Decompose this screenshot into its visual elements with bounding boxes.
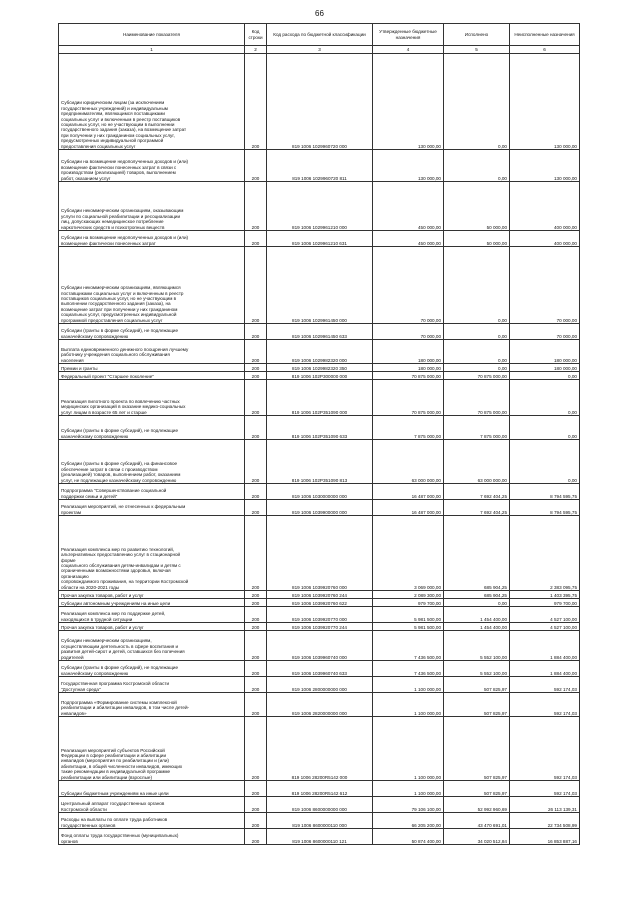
- executed-amount: 0,00: [444, 54, 510, 150]
- indicator-name: Субсидии юридическим лицам (за исключением государственных учреждений) и индивидуальным предпринимателям, являющимся поставщиками социальных услуг и включенным в реестр поставщиков социальных услуг, но не участвующим в выполнении государственного задания (заказа), на возмещение затрат при получении у них гражданином социальных услуг, предусмотренных индивидуальной программой предоставления социальных услуг: [59, 54, 245, 150]
- line-code: 200: [245, 247, 267, 324]
- column-number: 2: [245, 46, 267, 54]
- table-row: [59, 500, 580, 516]
- unexecuted-amount: 1 403 395,75: [510, 591, 580, 599]
- unexecuted-amount: 0,00: [510, 416, 580, 440]
- indicator-name: Фонд оплаты труда государственных (муниципальных) органов: [59, 829, 245, 845]
- line-code: 200: [245, 599, 267, 607]
- table-row: [59, 829, 580, 845]
- indicator-name: Субсидии (гранты в форме субсидий), не подлежащие казначейскому сопровождению: [59, 416, 245, 440]
- executed-amount: 1 454 400,00: [444, 623, 510, 631]
- unexecuted-amount: 4 527 100,00: [510, 607, 580, 623]
- table-row: [59, 372, 580, 380]
- column-number: 6: [510, 46, 580, 54]
- unexecuted-amount: 592 174,03: [510, 677, 580, 693]
- indicator-name: Подпрограмма «Формирование системы комплексной реабилитации и абилитации инвалидов, в том числе детей- инвалидов»: [59, 693, 245, 717]
- line-code: 200: [245, 591, 267, 599]
- executed-amount: 507 825,97: [444, 677, 510, 693]
- column-header: Наименование показателя: [59, 24, 245, 46]
- column-number: 3: [267, 46, 373, 54]
- executed-amount: 507 825,97: [444, 693, 510, 717]
- indicator-name: Субсидии некоммерческим организациям, оказывающим услуги по социальной реабилитации и ресоциализации лиц, допускающих немедицинское потребление наркотических средств и психотропных веществ: [59, 182, 245, 231]
- indicator-name: Премии и гранты: [59, 364, 245, 372]
- unexecuted-amount: 70 000,00: [510, 324, 580, 340]
- unexecuted-amount: 2 383 095,75: [510, 516, 580, 591]
- budget-code: 819 1006 1029961450 633: [267, 324, 373, 340]
- executed-amount: 52 992 960,69: [444, 797, 510, 813]
- budget-code: 819 1006 1029961210 000: [267, 182, 373, 231]
- indicator-name: Реализация пилотного проекта по вовлечению частных медицинских организаций в оказание медико-социальных услуг лицам в возрасте 65 лет и старше: [59, 380, 245, 416]
- line-code: 200: [245, 693, 267, 717]
- executed-amount: 507 825,97: [444, 781, 510, 797]
- indicator-name: Субсидии (гранты в форме субсидий), не подлежащие казначейскому сопровождению: [59, 324, 245, 340]
- unexecuted-amount: 26 113 139,31: [510, 797, 580, 813]
- unexecuted-amount: 592 174,03: [510, 781, 580, 797]
- indicator-name: Подпрограмма "Совершенствование социальной поддержки семьи и детей": [59, 484, 245, 500]
- budget-code: 819 1006 1030000000 000: [267, 484, 373, 500]
- table-row: [59, 340, 580, 364]
- executed-amount: 0,00: [444, 150, 510, 182]
- executed-amount: 7 692 404,25: [444, 500, 510, 516]
- table-row: [59, 631, 580, 661]
- indicator-name: Реализация комплекса мер по поддержке детей, находящихся в трудной ситуации: [59, 607, 245, 623]
- budget-code: 819 1006 102Р300000 000: [267, 372, 373, 380]
- budget-code: 819 1006 102Р351090 000: [267, 380, 373, 416]
- executed-amount: 70 875 000,00: [444, 372, 510, 380]
- unexecuted-amount: 130 000,00: [510, 150, 580, 182]
- indicator-name: Субсидии (гранты в форме субсидий), не подлежащие казначейскому сопровождению: [59, 661, 245, 677]
- indicator-name: Реализация мероприятий субъектов Российской Федерации в сфере реабилитации и абилитации инвалидов (мероприятия по реабилитации и (или) абилитации, в общей численности инвалидов, имеющих такие рекомендации в индивидуальной программе реабилитации или абилитации (взрослые): [59, 717, 245, 781]
- executed-amount: 7 875 000,00: [444, 416, 510, 440]
- table-row: [59, 677, 580, 693]
- approved-amount: 16 487 000,00: [373, 500, 444, 516]
- unexecuted-amount: 16 853 887,16: [510, 829, 580, 845]
- table-row: [59, 781, 580, 797]
- indicator-name: Субсидии бюджетным учреждениям на иные цели: [59, 781, 245, 797]
- approved-amount: 7 436 500,00: [373, 631, 444, 661]
- table-row: [59, 54, 580, 150]
- executed-amount: 0,00: [444, 324, 510, 340]
- executed-amount: 0,00: [444, 340, 510, 364]
- table-row: [59, 623, 580, 631]
- indicator-name: Государственная программа Костромской области "Доступная среда": [59, 677, 245, 693]
- line-code: 200: [245, 340, 267, 364]
- indicator-name: Выплата единовременного денежного поощрения лучшему работнику учреждения социального обслуживания населения: [59, 340, 245, 364]
- column-header: Исполнено: [444, 24, 510, 46]
- line-code: 200: [245, 813, 267, 829]
- executed-amount: 5 552 100,00: [444, 631, 510, 661]
- indicator-name: Расходы на выплаты по оплате труда работников государственных органов: [59, 813, 245, 829]
- line-code: 200: [245, 717, 267, 781]
- budget-code: 819 1006 102Р351090 633: [267, 416, 373, 440]
- unexecuted-amount: 22 734 508,99: [510, 813, 580, 829]
- executed-amount: 5 552 100,00: [444, 661, 510, 677]
- approved-amount: 7 436 500,00: [373, 661, 444, 677]
- executed-amount: 7 692 404,25: [444, 484, 510, 500]
- executed-amount: 70 875 000,00: [444, 380, 510, 416]
- table-row: [59, 416, 580, 440]
- approved-amount: 79 106 100,00: [373, 797, 444, 813]
- executed-amount: 63 000 000,00: [444, 440, 510, 484]
- line-code: 200: [245, 516, 267, 591]
- approved-amount: 70 875 000,00: [373, 372, 444, 380]
- table-row: [59, 380, 580, 416]
- indicator-name: Федеральный проект "Старшее поколение": [59, 372, 245, 380]
- line-code: 200: [245, 661, 267, 677]
- approved-amount: 2 089 300,00: [373, 591, 444, 599]
- unexecuted-amount: 592 174,03: [510, 693, 580, 717]
- table-row: [59, 182, 580, 231]
- approved-amount: 1 100 000,00: [373, 717, 444, 781]
- executed-amount: 50 000,00: [444, 231, 510, 247]
- column-header: Неисполненные назначения: [510, 24, 580, 46]
- budget-code: 819 1006 102Р351090 813: [267, 440, 373, 484]
- table-header-row: [59, 24, 580, 46]
- approved-amount: 1 100 000,00: [373, 781, 444, 797]
- budget-code: 819 1006 2820000000 000: [267, 693, 373, 717]
- executed-amount: 0,00: [444, 364, 510, 372]
- budget-code: 819 1006 1039920760 622: [267, 599, 373, 607]
- table-row: [59, 231, 580, 247]
- approved-amount: 5 981 500,00: [373, 623, 444, 631]
- indicator-name: Реализация комплекса мер по развитию технологий, альтернативных предоставлению услуг в стационарной форме социального обслуживания детям-инвалидам и детям с ограниченными возможностями здоровья, включая организацию сопровождаемого проживания, на территории Костромской области на 2020-2021 годы: [59, 516, 245, 591]
- approved-amount: 180 000,00: [373, 340, 444, 364]
- budget-code: 819 1006 1039900000 000: [267, 500, 373, 516]
- unexecuted-amount: 0,00: [510, 380, 580, 416]
- budget-code: 819 1006 8600000110 000: [267, 813, 373, 829]
- approved-amount: 66 205 200,00: [373, 813, 444, 829]
- approved-amount: 5 981 500,00: [373, 607, 444, 623]
- table-row: [59, 484, 580, 500]
- table-row: [59, 599, 580, 607]
- budget-code: 819 1006 1029961210 631: [267, 231, 373, 247]
- page-number: 66: [315, 9, 324, 18]
- executed-amount: 685 904,25: [444, 591, 510, 599]
- line-code: 200: [245, 380, 267, 416]
- approved-amount: 130 000,00: [373, 54, 444, 150]
- line-code: 200: [245, 364, 267, 372]
- budget-code: 819 1006 28200R5142 612: [267, 781, 373, 797]
- indicator-name: Субсидии автономным учреждениям на иные цели: [59, 599, 245, 607]
- executed-amount: 34 020 512,84: [444, 829, 510, 845]
- line-code: 200: [245, 182, 267, 231]
- line-code: 200: [245, 797, 267, 813]
- column-number: 5: [444, 46, 510, 54]
- line-code: 200: [245, 54, 267, 150]
- budget-code: 819 1006 8600000000 000: [267, 797, 373, 813]
- indicator-name: Прочая закупка товаров, работ и услуг: [59, 623, 245, 631]
- budget-code: 819 1006 28200R5142 000: [267, 717, 373, 781]
- budget-code: 819 1006 1039920770 000: [267, 607, 373, 623]
- budget-code: 819 1006 1029982320 350: [267, 364, 373, 372]
- approved-amount: 130 000,00: [373, 150, 444, 182]
- executed-amount: 43 470 691,01: [444, 813, 510, 829]
- line-code: 200: [245, 607, 267, 623]
- executed-amount: 50 000,00: [444, 182, 510, 231]
- approved-amount: 1 100 000,00: [373, 693, 444, 717]
- approved-amount: 450 000,00: [373, 182, 444, 231]
- approved-amount: 50 874 400,00: [373, 829, 444, 845]
- budget-code: 819 1006 1039920770 244: [267, 623, 373, 631]
- line-code: 200: [245, 440, 267, 484]
- line-code: 200: [245, 781, 267, 797]
- indicator-name: Реализация мероприятий, не отнесенных к федеральным проектам: [59, 500, 245, 516]
- unexecuted-amount: 180 000,00: [510, 340, 580, 364]
- unexecuted-amount: 130 000,00: [510, 54, 580, 150]
- unexecuted-amount: 1 884 400,00: [510, 661, 580, 677]
- budget-code: 819 1006 1039920760 000: [267, 516, 373, 591]
- indicator-name: Прочая закупка товаров, работ и услуг: [59, 591, 245, 599]
- approved-amount: 180 000,00: [373, 364, 444, 372]
- approved-amount: 63 000 000,00: [373, 440, 444, 484]
- table-row: [59, 813, 580, 829]
- budget-code: 819 1006 1039960740 000: [267, 631, 373, 661]
- unexecuted-amount: 180 000,00: [510, 364, 580, 372]
- indicator-name: Субсидии (гранты в форме субсидий), на финансовое обеспечение затрат в связи с производством (реализацией) товаров, выполнением работ, оказанием услуг, не подлежащие казначейскому сопровождению: [59, 440, 245, 484]
- unexecuted-amount: 70 000,00: [510, 247, 580, 324]
- executed-amount: 507 825,97: [444, 717, 510, 781]
- approved-amount: 7 875 000,00: [373, 416, 444, 440]
- approved-amount: 979 700,00: [373, 599, 444, 607]
- table-row: [59, 797, 580, 813]
- approved-amount: 70 875 000,00: [373, 380, 444, 416]
- table-row: [59, 661, 580, 677]
- line-code: 200: [245, 324, 267, 340]
- line-code: 200: [245, 677, 267, 693]
- unexecuted-amount: 979 700,00: [510, 599, 580, 607]
- indicator-name: Субсидии на возмещение недополученных доходов и (или) возмещение фактически понесенных затрат: [59, 231, 245, 247]
- budget-code: 819 1006 1029960720 000: [267, 54, 373, 150]
- indicator-name: Центральный аппарат государственных органов Костромской области: [59, 797, 245, 813]
- line-code: 200: [245, 150, 267, 182]
- line-code: 200: [245, 631, 267, 661]
- budget-code: 819 1006 8600000110 121: [267, 829, 373, 845]
- budget-code: 819 1006 1039920760 244: [267, 591, 373, 599]
- table-row: [59, 516, 580, 591]
- column-header: Код расхода по бюджетной классификации: [267, 24, 373, 46]
- line-code: 200: [245, 500, 267, 516]
- approved-amount: 16 487 000,00: [373, 484, 444, 500]
- budget-code: 819 1006 1029960720 811: [267, 150, 373, 182]
- table-row: [59, 364, 580, 372]
- line-code: 200: [245, 372, 267, 380]
- column-header: Код строки: [245, 24, 267, 46]
- indicator-name: Субсидии некоммерческим организациям, осуществляющим деятельность в сфере воспитания и развития детей-сирот и детей, оставшихся без попечения родителей: [59, 631, 245, 661]
- unexecuted-amount: 1 884 400,00: [510, 631, 580, 661]
- unexecuted-amount: 0,00: [510, 440, 580, 484]
- unexecuted-amount: 0,00: [510, 372, 580, 380]
- unexecuted-amount: 8 794 595,75: [510, 500, 580, 516]
- executed-amount: 685 904,25: [444, 516, 510, 591]
- column-number-row: [59, 46, 580, 54]
- executed-amount: 0,00: [444, 599, 510, 607]
- budget-code: 819 1006 1029982320 000: [267, 340, 373, 364]
- executed-amount: 0,00: [444, 247, 510, 324]
- unexecuted-amount: 4 527 100,00: [510, 623, 580, 631]
- unexecuted-amount: 400 000,00: [510, 182, 580, 231]
- column-header: Утвержденные бюджетные назначения: [373, 24, 444, 46]
- table-row: [59, 607, 580, 623]
- approved-amount: 70 000,00: [373, 247, 444, 324]
- indicator-name: Субсидии на возмещение недополученных доходов и (или) возмещение фактически понесенных затрат в связи с производством (реализацией) товаров, выполнением работ, оказанием услуг: [59, 150, 245, 182]
- budget-code: 819 1006 2800000000 000: [267, 677, 373, 693]
- budget-code: 819 1006 1029961450 000: [267, 247, 373, 324]
- executed-amount: 1 454 400,00: [444, 607, 510, 623]
- budget-execution-table: [58, 23, 580, 845]
- approved-amount: 1 100 000,00: [373, 677, 444, 693]
- table-row: [59, 591, 580, 599]
- line-code: 200: [245, 623, 267, 631]
- column-number: 4: [373, 46, 444, 54]
- indicator-name: Субсидии некоммерческим организациям, являющимся поставщиками социальных услуг и включенным в реестр поставщиков социальных услуг, но не участвующим в выполнении государственного задания (заказа), на возмещение затрат при получении у них гражданином социальных услуг, предусмотренных индивидуальной программой предоставления социальных услуг: [59, 247, 245, 324]
- column-number: 1: [59, 46, 245, 54]
- budget-code: 819 1006 1039960740 633: [267, 661, 373, 677]
- line-code: 200: [245, 416, 267, 440]
- approved-amount: 3 069 000,00: [373, 516, 444, 591]
- line-code: 200: [245, 484, 267, 500]
- line-code: 200: [245, 829, 267, 845]
- table-row: [59, 717, 580, 781]
- unexecuted-amount: 400 000,00: [510, 231, 580, 247]
- table-row: [59, 693, 580, 717]
- unexecuted-amount: 592 174,03: [510, 717, 580, 781]
- table-row: [59, 440, 580, 484]
- approved-amount: 70 000,00: [373, 324, 444, 340]
- table-row: [59, 324, 580, 340]
- table-row: [59, 150, 580, 182]
- line-code: 200: [245, 231, 267, 247]
- table-row: [59, 247, 580, 324]
- unexecuted-amount: 8 794 595,75: [510, 484, 580, 500]
- approved-amount: 450 000,00: [373, 231, 444, 247]
